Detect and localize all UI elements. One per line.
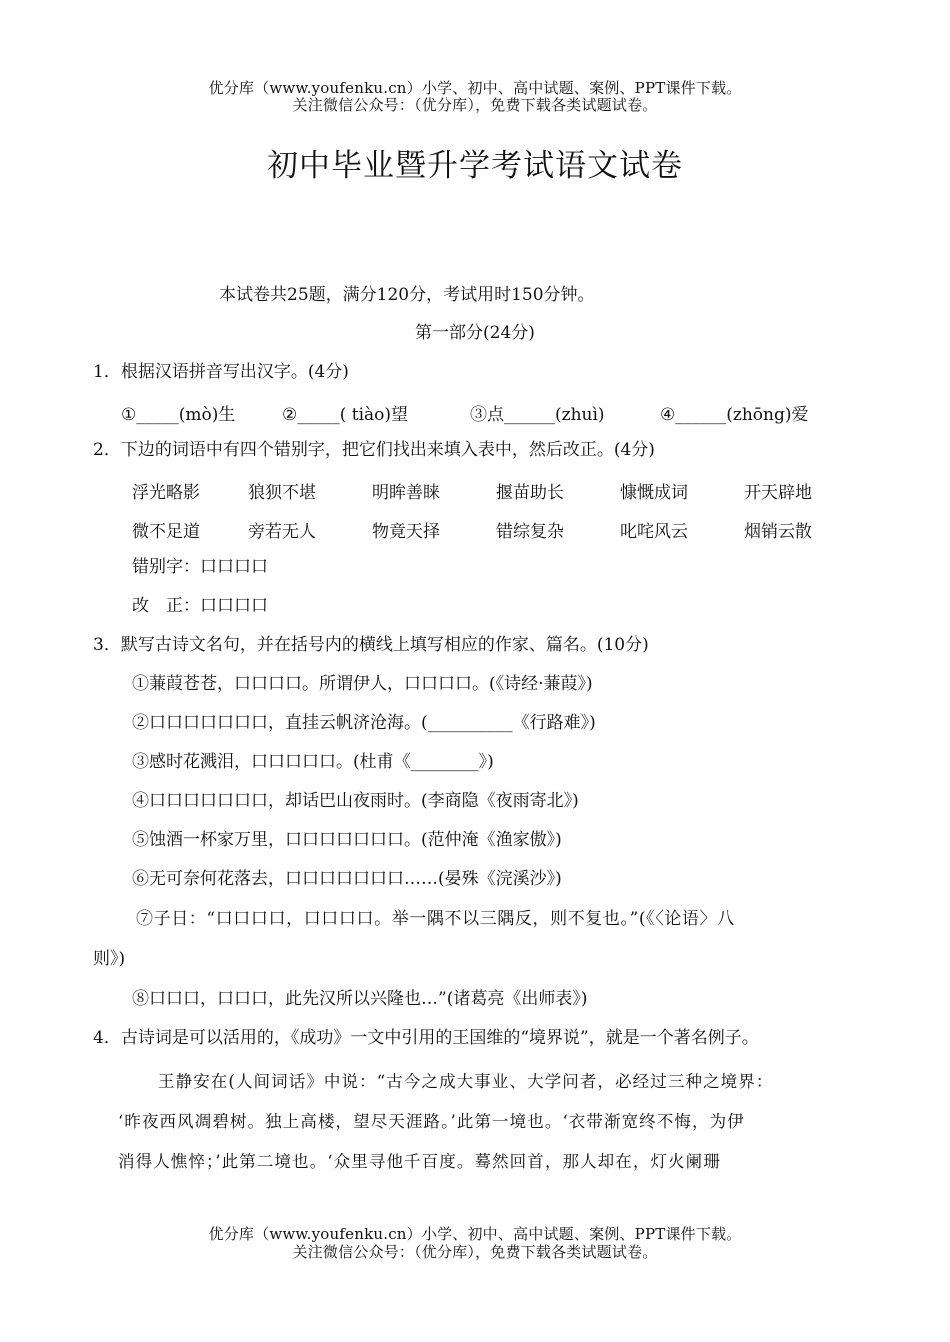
q3-item-1: ①蒹葭苍苍，口口口口。所谓伊人，口口口口。(《诗经·蒹葭》)	[132, 674, 593, 694]
q1-item-4: ④______(zhōng)爱	[660, 405, 809, 425]
q1-item-1: ①_____(mò)生	[121, 405, 236, 425]
q4-passage-line-2: ‘昨夜西风凋碧树。独上高楼，望尽天涯路。’此第一境也。‘衣带渐宽终不悔，为伊	[118, 1112, 745, 1131]
q3-item-8: ⑧口口口，口口口，此先汉所以兴隆也…”(诸葛亮《出师表》)	[132, 989, 588, 1009]
q2-word: 开天辟地	[744, 483, 812, 503]
q2-word: 浮光略影	[132, 483, 200, 503]
footer-line-1: 优分库（www.youfenku.cn）小学、初中、高中试题、案例、PPT课件下载。	[208, 1225, 742, 1243]
q4-passage-line-3: 消得人憔悴；’此第二境也。‘众里寻他千百度。蓦然回首，那人却在，灯火阑珊	[118, 1152, 721, 1171]
q1-item-2: ②_____( tiào)望	[282, 405, 409, 425]
q1-item-3: ③点______(zhuì)	[470, 405, 605, 425]
q3-item-6: ⑥无可奈何花落去，口口口口口口口……(晏殊《浣溪沙》)	[132, 869, 562, 889]
q2-word: 旁若无人	[248, 522, 316, 542]
q2-word: 狼狈不堪	[248, 483, 316, 503]
q2-word: 烟销云散	[744, 522, 812, 542]
q2-word: 慷慨成词	[620, 483, 688, 503]
page-title: 初中毕业暨升学考试语文试卷	[267, 148, 683, 184]
q2-word: 物竟天择	[372, 522, 440, 542]
q2-word: 微不足道	[132, 522, 200, 542]
q2-word: 明眸善睐	[372, 483, 440, 503]
q4-passage-line-1: 王静安在(人间词话》中说：“古今之成大事业、大学问者，必经过三种之境界：	[158, 1072, 774, 1091]
q3-stem: 3．默写古诗文名句，并在括号内的横线上填写相应的作家、篇名。(10分)	[93, 635, 649, 655]
q2-word: 叱咤风云	[620, 522, 688, 542]
q3-item-7: ⑦子日：“口口口口，口口口口。举一隅不以三隅反，则不复也。”(《〈论语〉八	[136, 909, 735, 929]
q3-item-5: ⑤蚀酒一杯家万里，口口口口口口口。(范仲淹《渔家傲》)	[132, 830, 562, 850]
q3-item-3: ③感时花溅泪，口口口口口。(杜甫《________》)	[132, 752, 494, 772]
exam-intro: 本试卷共25题，满分120分，考试用时150分钟。	[219, 285, 595, 305]
q2-stem: 2．下边的词语中有四个错别字，把它们找出来填入表中，然后改正。(4分)	[93, 440, 655, 460]
q2-wrong-chars: 错别字：口口口口	[132, 557, 268, 577]
q2-word: 揠苗助长	[496, 483, 564, 503]
footer-line-2: 关注微信公众号：（优分库），免费下载各类试题试卷。	[292, 1243, 658, 1261]
q4-stem: 4．古诗词是可以活用的，《成功》一文中引用的王国维的“境界说”，就是一个著名例子。	[93, 1028, 759, 1048]
q1-stem: 1．根据汉语拼音写出汉字。(4分)	[93, 362, 349, 382]
q3-item-4: ④口口口口口口口，却话巴山夜雨时。(李商隐《夜雨寄北》)	[132, 791, 579, 811]
section-heading: 第一部分(24分)	[415, 323, 535, 343]
header-line-2: 关注微信公众号：（优分库），免费下载各类试题试卷。	[292, 96, 658, 114]
header-line-1: 优分库（www.youfenku.cn）小学、初中、高中试题、案例、PPT课件下载。	[208, 79, 742, 97]
q2-corrections: 改 正：口口口口	[132, 596, 268, 616]
q3-item-2: ②口口口口口口口，直挂云帆济沧海。(__________《行路难》)	[132, 713, 596, 733]
q2-word: 错综复杂	[496, 522, 564, 542]
q3-item-7-cont: 则》)	[93, 949, 126, 969]
